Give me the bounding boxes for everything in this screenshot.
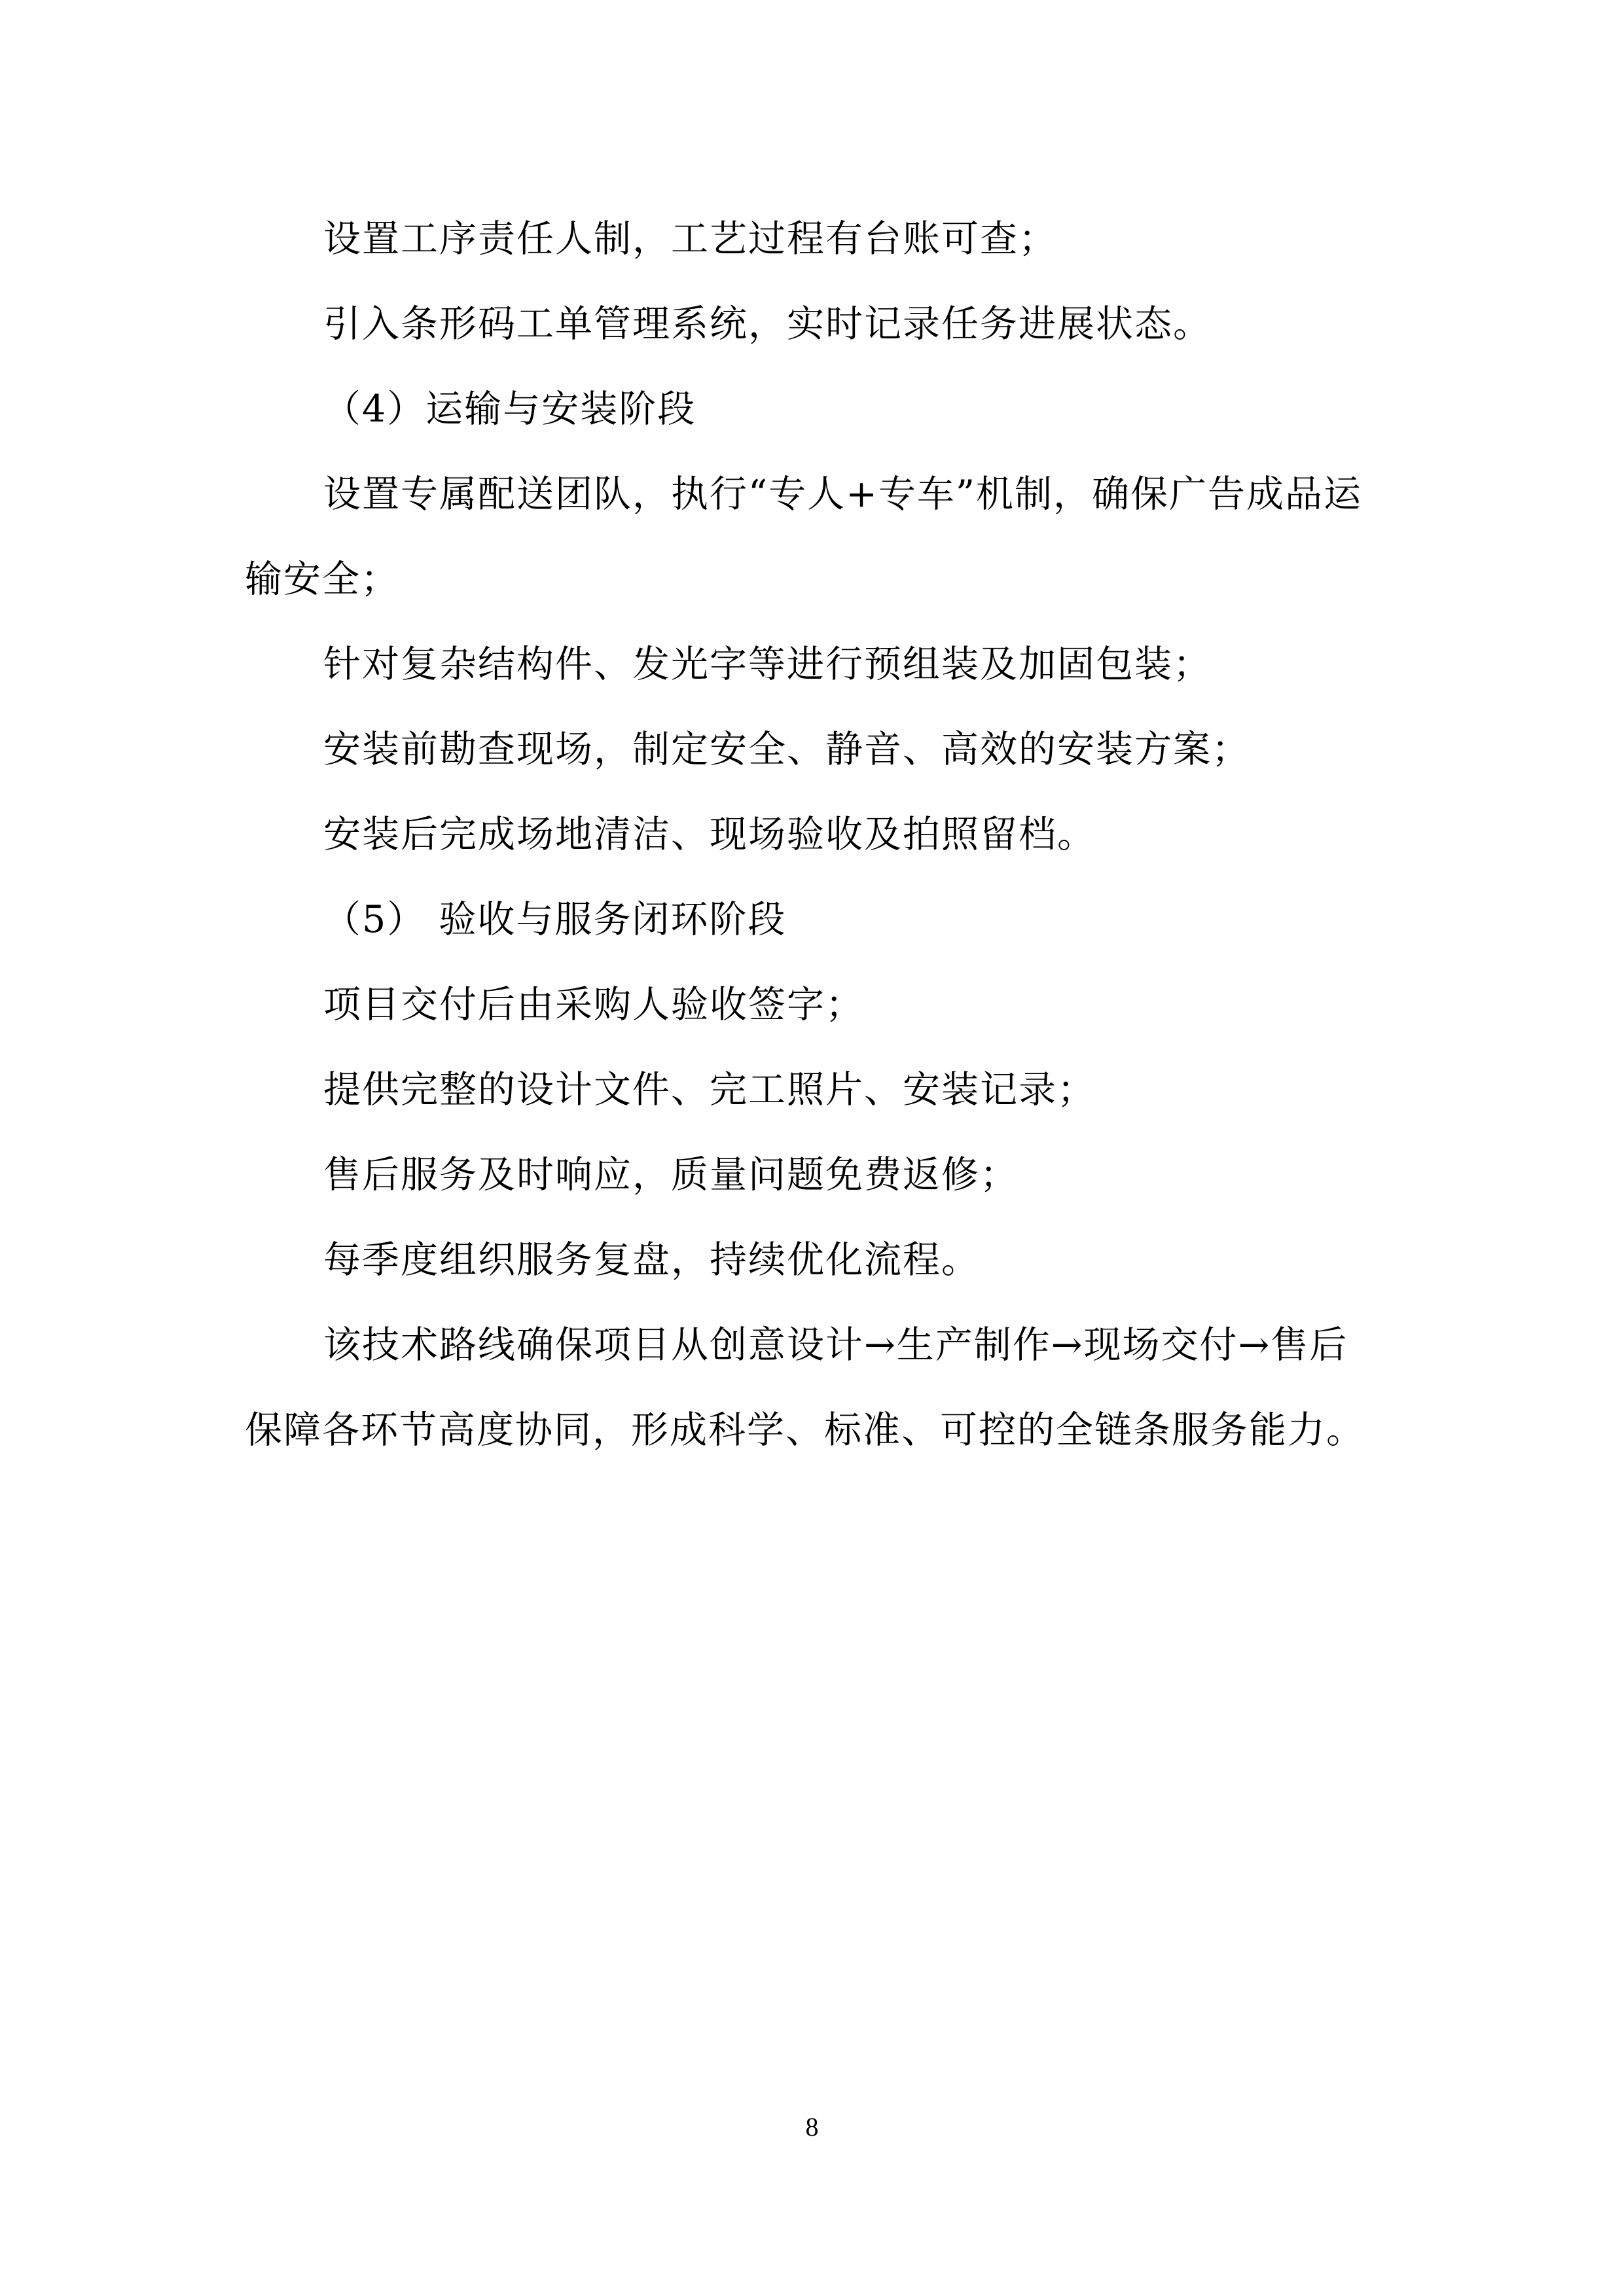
page-number: 8 xyxy=(805,2112,819,2142)
page-body xyxy=(245,196,1386,1473)
section-heading: （5） 验收与服务闭环阶段 xyxy=(323,898,787,941)
paragraph: 售后服务及时响应，质量问题免费返修； xyxy=(323,1153,1019,1196)
section-heading: （4）运输与安装阶段 xyxy=(323,387,696,431)
paragraph: 提供完整的设计文件、完工照片、安装记录； xyxy=(323,1068,1096,1111)
paragraph: 引入条形码工单管理系统，实时记录任务进展状态。 xyxy=(323,302,1212,346)
paragraph: 设置专属配送团队，执行“专人+专车”机制，确保广告成品运输安全； xyxy=(245,473,1363,601)
paragraph: 项目交付后由采购人验收签字； xyxy=(323,983,864,1026)
paragraph: 设置工序责任人制，工艺过程有台账可查； xyxy=(323,217,1057,260)
paragraph: 安装前勘查现场，制定安全、静音、高效的安装方案； xyxy=(323,728,1250,771)
paragraph: 该技术路线确保项目从创意设计→生产制作→现场交付→售后保障各环节高度协同，形成科学、标准、可控的全链条服务能力。 xyxy=(245,1323,1365,1452)
paragraph: 针对复杂结构件、发光字等进行预组装及加固包装； xyxy=(323,643,1212,686)
paragraph: 每季度组织服务复盘，持续优化流程。 xyxy=(323,1238,980,1282)
paragraph: 安装后完成场地清洁、现场验收及拍照留档。 xyxy=(323,813,1096,856)
